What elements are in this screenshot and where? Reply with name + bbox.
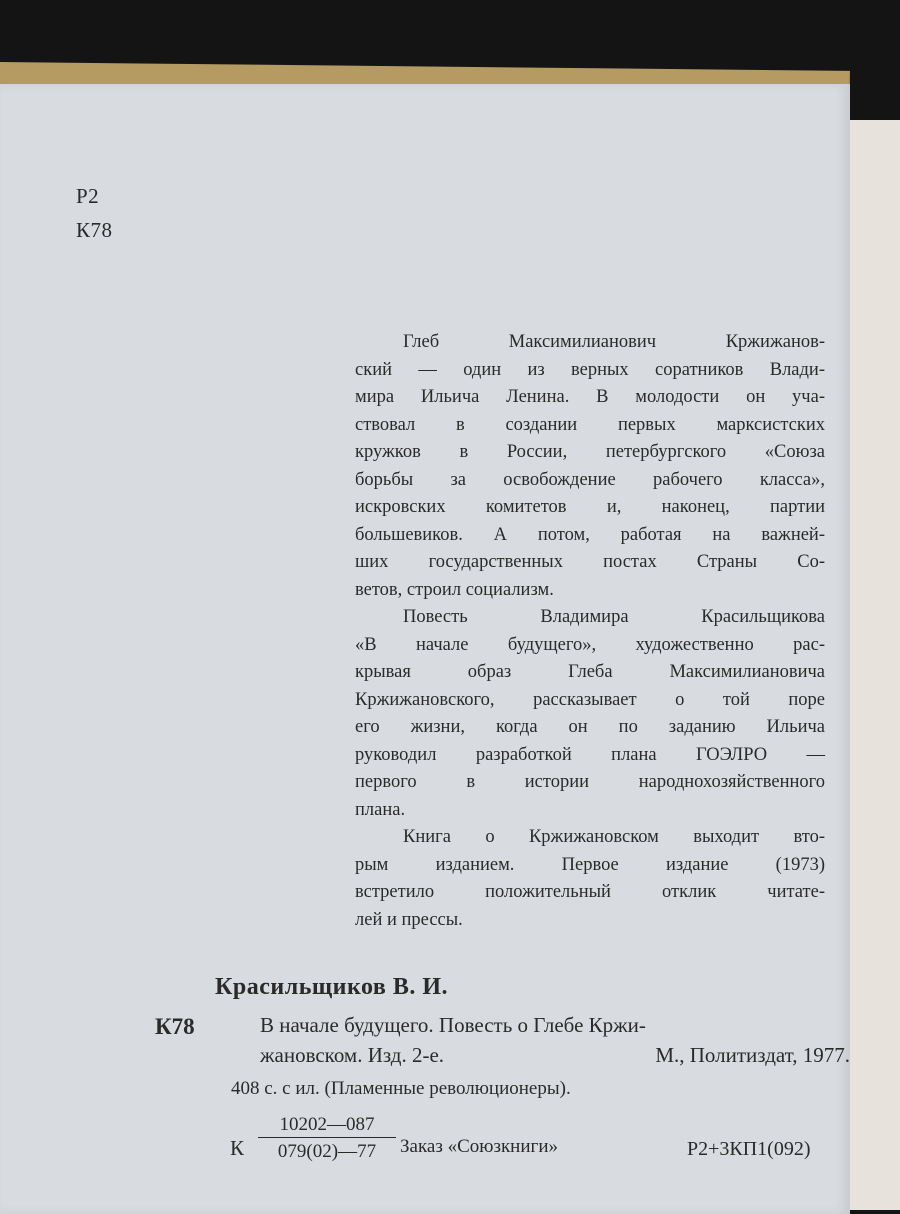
annotation-line: первого в истории народнохозяйственного <box>355 772 825 792</box>
annotation-line: Книга о Кржижановском выходит вто- <box>403 827 825 847</box>
index-fraction <box>258 1114 396 1163</box>
annotation-line: ших государственных постах Страны Со- <box>355 552 825 572</box>
annotation-line: встретило положительный отклик читате- <box>355 882 825 902</box>
bibliography-imprint-line <box>260 1040 850 1070</box>
annotation-line: кружков в России, петербургского «Союза <box>355 442 825 462</box>
index-letter: К <box>230 1136 245 1160</box>
annotation-line: крывая образ Глеба Максимилиановича <box>355 662 825 682</box>
annotation-line: руководил разработкой плана ГОЭЛРО — <box>355 744 825 765</box>
annotation-line: борьбы за освобождение рабочего класса», <box>355 469 825 490</box>
bibliography-series: 408 с. с ил. (Пламенные революционеры). <box>231 1078 571 1099</box>
annotation-line: Повесть Владимира Красильщикова <box>403 607 825 627</box>
bibliography-edition: жановском. Изд. 2-е. <box>260 1043 445 1067</box>
annotation-line: рым изданием. Первое издание (1973) <box>355 854 825 875</box>
udc-code: Р2 <box>76 184 100 208</box>
bibliography-code: К78 <box>155 1014 195 1039</box>
annotation-line: Глеб Максимилианович Кржижанов- <box>403 332 825 352</box>
bibliography-title-line: В начале будущего. Повесть о Глебе Кржи- <box>260 1013 646 1037</box>
bibliography-publisher: М., Политиздат, 1977. <box>655 1043 850 1067</box>
annotation-line: плана. <box>355 799 406 820</box>
annotation-line: ствовал в создании первых марксистских <box>355 414 825 435</box>
fraction-denominator: 079(02)—77 <box>277 1141 377 1162</box>
annotation-text <box>355 329 825 934</box>
annotation-line: его жизни, когда он по заданию Ильича <box>355 717 825 737</box>
classification-code: Р2+3КП1(092) <box>687 1138 811 1160</box>
annotation-line: лей и прессы. <box>355 909 463 930</box>
book-page <box>0 84 850 1214</box>
bibliography-author: Красильщиков В. И. <box>215 974 449 1000</box>
bibliography-entry <box>260 1010 850 1070</box>
annotation-line: ский — один из верных соратников Влади- <box>355 359 825 380</box>
annotation-line: мира Ильича Ленина. В молодости он уча- <box>355 387 825 407</box>
annotation-line: большевиков. А потом, работая на важней- <box>355 524 825 545</box>
fraction-numerator: 10202—087 <box>258 1114 396 1138</box>
annotation-line: искровских комитетов и, наконец, партии <box>355 497 825 517</box>
annotation-line: ветов, строил социализм. <box>355 579 554 600</box>
order-text: Заказ «Союзкниги» <box>400 1136 558 1157</box>
annotation-line: Кржижановского, рассказывает о той поре <box>355 689 825 710</box>
annotation-line: «В начале будущего», художественно рас- <box>355 634 825 655</box>
author-mark-code: К78 <box>76 218 113 242</box>
